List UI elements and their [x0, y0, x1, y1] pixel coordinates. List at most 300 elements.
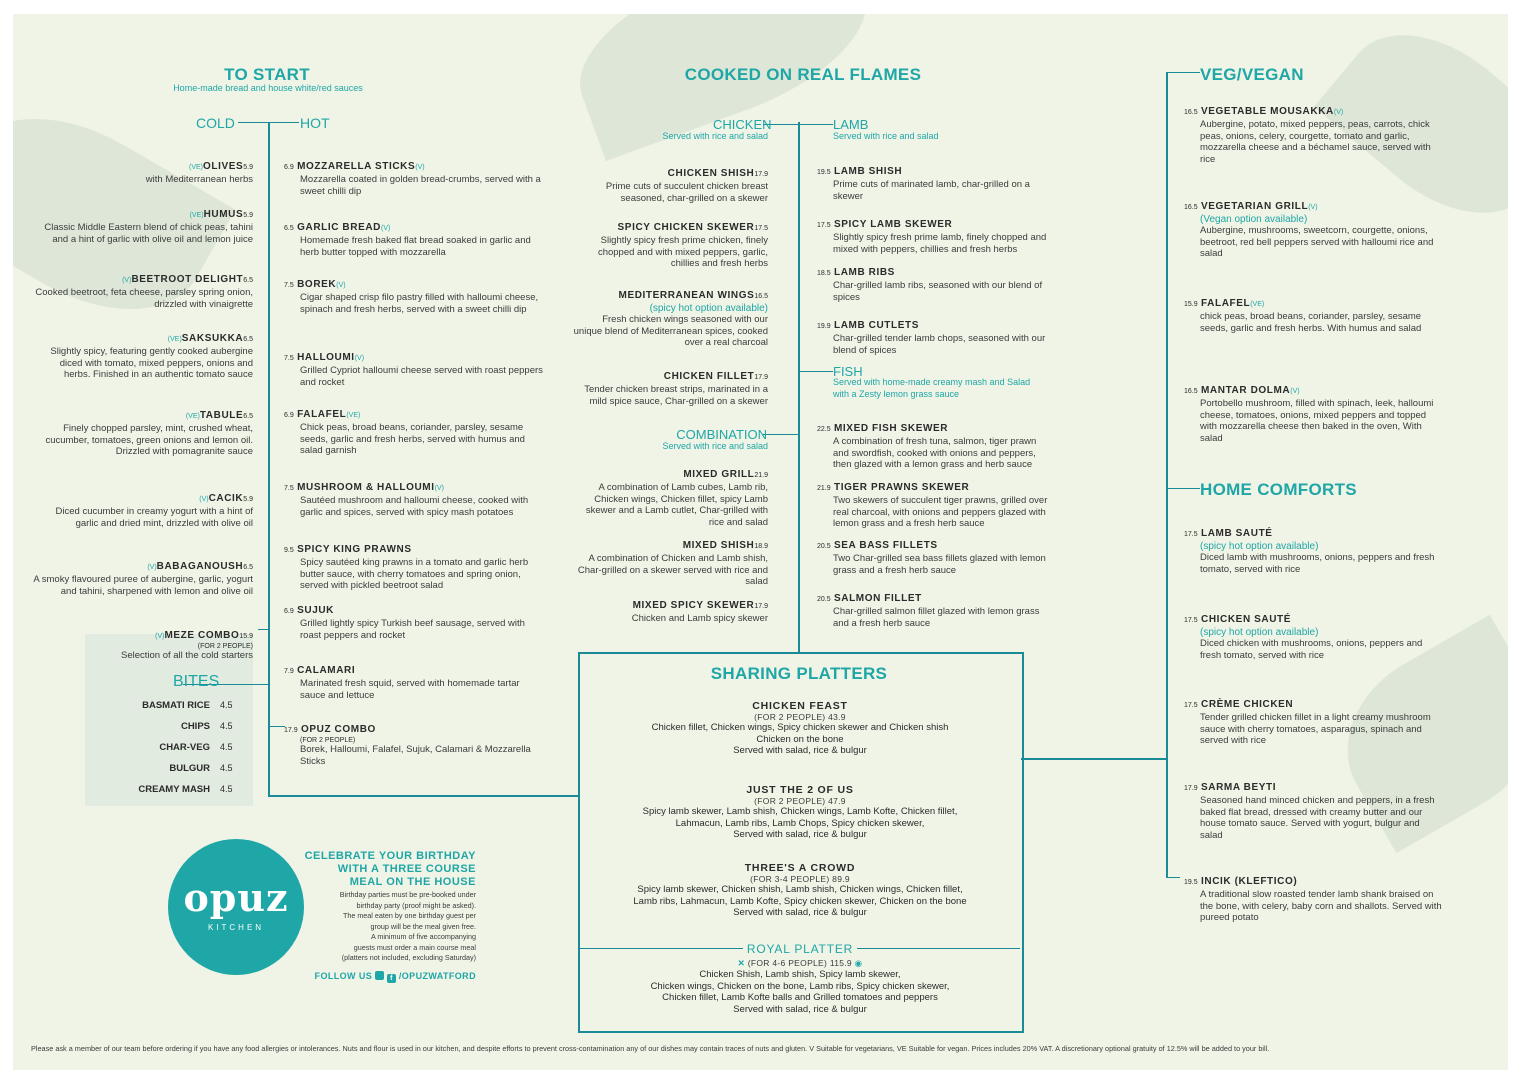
menu-item-desc: A smoky flavoured puree of aubergine, garlic, yogurt and tahini, sharpened with lemon and olive oil [33, 574, 253, 597]
menu-item-price: 6.5 [243, 336, 253, 343]
menu-item-desc: Spicy sautéed king prawns in a tomato and garlic herb butter sauce, with cherry tomatoes and spring onion, served with pickled beetroot salad [300, 557, 529, 591]
birthday-terms-line: guests must order a main course meal [353, 942, 476, 952]
cold-label: COLD [196, 115, 235, 131]
menu-item-header [33, 405, 253, 423]
platter-price: (FOR 2 PEOPLE) 47.9 [754, 796, 846, 806]
menu-item-price: 6.5 [243, 413, 253, 420]
diet-tag: (VE) [1250, 301, 1265, 308]
connector-line [763, 434, 799, 435]
menu-item-header [33, 328, 253, 346]
menu-item-price: 6.9 [284, 164, 294, 171]
menu-item-header [817, 588, 1048, 606]
menu-item-header [33, 488, 253, 506]
menu-item-name: MOZZARELLA STICKS [293, 161, 416, 172]
menu-item-header [33, 156, 253, 174]
menu-item [284, 539, 545, 592]
bites-item-price: 4.5 [220, 721, 233, 731]
bites-item-name: BULGUR [169, 763, 210, 774]
connector-line [1166, 877, 1180, 878]
menu-item-header [1184, 609, 1445, 627]
diet-tag: (VE) [346, 412, 361, 419]
facebook-icon[interactable]: f [387, 974, 396, 983]
fish-subtitle: Served with home-made creamy mash and Salad with a Zesty lemon grass sauce [833, 377, 1031, 399]
menu-item-price: 6.9 [284, 412, 294, 419]
menu-item [33, 269, 253, 310]
menu-item-desc: Two Char-grilled sea bass fillets glazed with lemon grass and a fresh herb sauce [833, 553, 1046, 576]
platter-desc-line: Chicken Shish, Lamb shish, Spicy lamb skewer, [699, 969, 901, 980]
menu-item-name: SPICY CHICKEN SKEWER [617, 222, 755, 233]
platter-desc-line: Spicy lamb skewer, Chicken shish, Lamb shish, Chicken wings, Chicken fillet, [637, 884, 963, 895]
menu-item [284, 156, 545, 197]
menu-item [33, 405, 253, 458]
menu-item-name: MIXED FISH SKEWER [830, 423, 949, 434]
platter-desc-line: Chicken on the bone [756, 733, 844, 745]
menu-item [573, 535, 768, 588]
menu-item [284, 347, 545, 388]
menu-item-name: MIXED GRILL [683, 469, 755, 480]
menu-item [284, 719, 545, 767]
menu-item-name: SALMON FILLET [830, 593, 922, 604]
birthday-terms-line: (platters not included, excluding Saturday) [341, 953, 476, 962]
menu-item-header [817, 535, 1048, 553]
menu-item-name: MIXED SPICY SKEWER [632, 600, 755, 611]
menu-item-desc: A combination of fresh tuna, salmon, tiger prawn and swordfish, cooked with onions and peppers, then glazed with a lemon grass and herb sauce [833, 436, 1037, 470]
menu-item-header [284, 477, 545, 495]
menu-item-desc: Char-grilled salmon fillet glazed with lemon grass and a fresh herb sauce [833, 606, 1040, 629]
diet-tag: (V) [415, 164, 425, 171]
menu-item-name: CALAMARI [293, 665, 356, 676]
menu-item-header [573, 464, 768, 482]
bites-item-name: CHIPS [180, 721, 210, 732]
menu-item-sub: (FOR 2 PEOPLE) [300, 737, 356, 744]
menu-item-desc: Diced cucumber in creamy yogurt with a hint of garlic and dried mint, drizzled with olive oil [55, 506, 253, 529]
menu-item-header [284, 217, 545, 235]
menu-item-name: BABAGANOUSH [156, 561, 244, 572]
menu-item-desc: Chicken and Lamb spicy skewer [631, 613, 768, 624]
menu-item-price: 18.9 [754, 543, 768, 550]
menu-item-desc: Aubergine, potato, mixed peppers, peas, carrots, chick peas, onions, celery, courgette, tomato and garlic, mozzarella cheese and a béchamel sauce, served with rice [1200, 119, 1431, 165]
menu-item [284, 274, 545, 315]
menu-item [1184, 196, 1445, 260]
menu-item-header [284, 600, 545, 618]
menu-item-price: 16.5 [1184, 388, 1198, 395]
platter-price: (FOR 2 PEOPLE) 43.9 [754, 712, 846, 722]
connector-line [268, 122, 270, 796]
menu-item-price: 17.9 [754, 374, 768, 381]
menu-item [817, 477, 1048, 530]
menu-item-desc: Seasoned hand minced chicken and peppers, in a fresh baked flat bread, dressed with creamy butter and our house tomato sauce. Served with yogurt, bulgur and salad [1200, 795, 1435, 841]
menu-item [284, 404, 545, 457]
platter-price: (FOR 3-4 PEOPLE) 89.9 [750, 874, 850, 884]
platter-name: CHICKEN FEAST [752, 700, 848, 712]
royal-platter-price [580, 958, 1020, 969]
menu-item-name: LAMB SHISH [830, 166, 903, 177]
menu-item-name: MIXED SHISH [682, 540, 755, 551]
menu-item-name: SAKSUKKA [181, 333, 244, 344]
menu-item-name: SARMA BEYTI [1197, 782, 1277, 793]
menu-item-price: 16.5 [1184, 204, 1198, 211]
fish-label: FISH [833, 364, 863, 379]
combination-label: COMBINATION [676, 427, 767, 442]
flames-title: COOKED ON REAL FLAMES [684, 65, 922, 84]
connector-line [1166, 488, 1200, 489]
diet-tag: (VE) [185, 413, 200, 420]
chicken-label: CHICKEN [713, 117, 772, 132]
menu-item-header [573, 595, 768, 613]
diet-tag: (V) [434, 485, 444, 492]
follow-label: FOLLOW US [314, 971, 373, 981]
menu-item-desc: Cigar shaped crisp filo pastry filled with halloumi cheese, spinach and fresh herbs, served with a sweet chilli dip [300, 292, 539, 315]
menu-item-price: 20.5 [817, 543, 831, 550]
menu-item-name: VEGETABLE MOUSAKKA [1197, 106, 1334, 117]
veg-title: VEG/VEGAN [1200, 65, 1304, 84]
connector-line [763, 124, 833, 125]
crossed-swords-icon: ✕ [737, 958, 746, 968]
diet-tag: (V) [354, 355, 365, 362]
menu-item [817, 262, 1048, 303]
menu-item-price: 22.5 [817, 426, 831, 433]
platter-desc-line: Served with salad, rice & bulgur [733, 745, 867, 756]
menu-item [1184, 694, 1445, 747]
menu-item-price: 16.5 [754, 293, 768, 300]
menu-item-price: 17.9 [284, 727, 298, 734]
menu-item-price: 20.5 [817, 596, 831, 603]
hot-label: HOT [300, 115, 330, 131]
menu-item-name: TIGER PRAWNS SKEWER [830, 482, 970, 493]
menu-item-header [817, 418, 1048, 436]
platter-desc-line: Chicken fillet, Chicken wings, Spicy chicken skewer and Chicken shish [651, 722, 949, 733]
menu-item-price: 17.5 [1184, 531, 1198, 538]
menu-item-name: OLIVES [202, 161, 244, 172]
platter-desc-line: Served with salad, rice & bulgur [733, 829, 867, 840]
platter-desc-line: Lahmacun, Lamb ribs, Lamb Chops, Spicy chicken skewer, [675, 817, 925, 829]
diet-tag: (V) [1308, 204, 1318, 211]
menu-item-desc: Char-grilled tender lamb chops, seasoned with our blend of spices [833, 333, 1046, 356]
menu-item-name: VEGETARIAN GRILL [1197, 201, 1309, 212]
menu-item [284, 477, 545, 518]
menu-item [573, 285, 768, 349]
instagram-icon[interactable] [375, 971, 384, 980]
sharing-platter [580, 784, 1020, 841]
sharing-platter [580, 862, 1020, 919]
menu-item-note: (spicy hot option available) [1200, 627, 1319, 638]
menu-item-price: 6.5 [243, 277, 253, 284]
menu-item-price: 17.9 [754, 603, 768, 610]
bites-item-name: CHAR-VEG [159, 742, 210, 753]
menu-item-note: (spicy hot option available) [1200, 541, 1319, 552]
menu-item [817, 588, 1048, 629]
menu-item-desc: Homemade fresh baked flat bread soaked in garlic and herb butter topped with mozzarella [300, 235, 531, 258]
follow-us [283, 971, 476, 983]
menu-item [33, 625, 253, 662]
menu-item-price: 17.5 [1184, 702, 1198, 709]
menu-item-header [33, 269, 253, 287]
menu-item [33, 488, 253, 529]
menu-item-header [1184, 101, 1445, 119]
menu-item-name: FALAFEL [293, 409, 347, 420]
menu-item-header [817, 262, 1048, 280]
menu-item-desc: Chick peas, broad beans, coriander, parsley, sesame seeds, garlic and fresh herbs, served with humus and salad garnish [300, 422, 525, 456]
birthday-terms-line: The meal eaten by one birthday guest per [342, 911, 476, 920]
menu-item [817, 161, 1048, 202]
bites-item-name: CREAMY MASH [138, 784, 210, 795]
menu-item-name: BOREK [293, 279, 337, 290]
menu-item-header [817, 315, 1048, 333]
menu-item-price: 19.5 [817, 169, 831, 176]
menu-item-header [1184, 196, 1445, 214]
menu-item [1184, 380, 1445, 444]
menu-item-header [1184, 293, 1445, 311]
menu-item [573, 595, 768, 625]
menu-item-price: 6.5 [243, 564, 253, 571]
menu-item-desc: Prime cuts of marinated lamb, char-grilled on a skewer [833, 179, 1030, 202]
menu-item [284, 660, 545, 701]
menu-item-name: CHICKEN SAUTÉ [1197, 614, 1292, 625]
menu-item [573, 163, 768, 204]
platter-desc-line: Lamb ribs, Lahmacun, Lamb Kofte, Spicy chicken skewer, Chicken on the bone [633, 895, 967, 907]
menu-item-desc: Grilled Cypriot halloumi cheese served with roast peppers and rocket [300, 365, 543, 388]
bites-item-price: 4.5 [220, 700, 233, 710]
menu-item-desc: with Mediterranean herbs [145, 174, 253, 185]
menu-item-name: TABULE [199, 410, 244, 421]
lamb-subtitle: Served with rice and salad [833, 131, 939, 141]
menu-item-price: 17.9 [1184, 785, 1198, 792]
menu-item-price: 17.5 [817, 222, 831, 229]
menu-item-desc: Char-grilled lamb ribs, seasoned with our blend of spices [833, 280, 1043, 303]
birthday-terms-line: group will be the meal given free. [370, 921, 476, 931]
logo-sub: KITCHEN [207, 923, 265, 932]
royal-platter [580, 940, 1020, 1015]
menu-item-name: CRÈME CHICKEN [1197, 699, 1294, 710]
eye-icon: ◉ [854, 958, 863, 968]
menu-item-price: 15.9 [239, 633, 253, 640]
menu-item-desc: A combination of Lamb cubes, Lamb rib, Chicken wings, Chicken fillet, spicy Lamb skewer and a Lamb cutlet, Char-grilled with rice and salad [585, 482, 768, 528]
royal-platter-name: ROYAL PLATTER [743, 942, 857, 956]
menu-item-price: 19.9 [817, 323, 831, 330]
menu-item-desc: chick peas, broad beans, coriander, parsley, sesame seeds, garlic and fresh herbs. With humus and salad [1200, 311, 1422, 334]
diet-tag: (VE) [188, 164, 203, 171]
menu-item-header [1184, 871, 1445, 889]
social-handle[interactable]: /OPUZWATFORD [398, 971, 476, 981]
platter-desc [580, 884, 1020, 919]
menu-item-header [1184, 694, 1445, 712]
menu-item-header [573, 366, 768, 384]
menu-item-header [33, 556, 253, 574]
footer-disclaimer: Please ask a member of our team before ordering if you have any food allergies or intolerances. Nuts and flour is used in our kitchen, and despite efforts to prevent cross-contamination any of our dishes may contain traces of nuts and gluten. V Suitable for vegetarians, VE Suitable for vegan. Prices includes 20% VAT. A discretionary optional gratuity of 12.5% will be added to your bill. [31, 1044, 1270, 1053]
logo-name: opuz [183, 875, 289, 920]
menu-item-price: 7.5 [284, 355, 294, 362]
menu-item-name: MEZE COMBO [164, 630, 240, 641]
menu-item [1184, 871, 1445, 924]
menu-page [13, 14, 1508, 1070]
to-start-title: TO START [224, 65, 310, 84]
connector-line [798, 122, 800, 652]
diet-tag: (V) [122, 277, 132, 284]
bites-item-price: 4.5 [220, 763, 233, 773]
menu-item-price: 21.9 [817, 485, 831, 492]
menu-item [817, 214, 1048, 255]
menu-item-header [284, 660, 545, 678]
platter-desc [580, 722, 1020, 757]
birthday-title [283, 850, 476, 889]
menu-item-price: 9.5 [284, 547, 294, 554]
menu-item-name: OPUZ COMBO [297, 724, 376, 735]
connector-line [258, 629, 269, 630]
sharing-title: SHARING PLATTERS [710, 664, 888, 683]
menu-item-name: LAMB RIBS [830, 267, 895, 278]
menu-item [284, 600, 545, 641]
to-start-subtitle: Home-made bread and house white/red sauces [173, 83, 363, 93]
diet-tag: (VE) [167, 336, 182, 343]
lamb-label: LAMB [833, 117, 869, 132]
menu-item [1184, 101, 1445, 165]
menu-item-name: BEETROOT DELIGHT [131, 274, 244, 285]
menu-item [817, 535, 1048, 576]
menu-item-desc: Sautéed mushroom and halloumi cheese, cooked with garlic and spices, served with spicy mash potatoes [300, 495, 529, 518]
connector-line [799, 371, 833, 372]
platter-desc [580, 806, 1020, 841]
menu-item-desc: Fresh chicken wings seasoned with our unique blend of Mediterranean spices, cooked over a real charcoal [573, 314, 768, 348]
platter-desc-line: Served with salad, rice & bulgur [733, 907, 867, 918]
menu-item [573, 217, 768, 270]
menu-item-header [573, 285, 768, 303]
sharing-platter [580, 700, 1020, 757]
diet-tag: (V) [336, 282, 346, 289]
menu-item-name: CACIK [208, 493, 244, 504]
menu-item-price: 5.9 [243, 212, 253, 219]
diet-tag: (V) [1333, 109, 1344, 116]
birthday-title-line: MEAL ON THE HOUSE [349, 876, 476, 888]
menu-item-desc: Marinated fresh squid, served with homemade tartar sauce and lettuce [300, 678, 520, 701]
menu-item [33, 204, 253, 245]
menu-item-desc: Slightly spicy fresh prime chicken, finely chopped and with mixed peppers, garlic, chillies and fresh herbs [597, 235, 768, 269]
bites-item-price: 4.5 [220, 742, 233, 752]
diet-tag: (VE) [189, 212, 204, 219]
menu-item-header [573, 163, 768, 181]
royal-price-text: (FOR 4-6 PEOPLE) 115.9 [747, 958, 852, 968]
menu-item [817, 315, 1048, 356]
menu-item-desc: Finely chopped parsley, mint, crushed wheat, cucumber, tomatoes, green onions and lemon oil. Drizzled with pomagranite sauce [45, 423, 253, 457]
diet-tag: (V) [147, 564, 157, 571]
birthday-title-line: WITH A THREE COURSE [337, 863, 476, 875]
menu-item-desc: Borek, Halloumi, Falafel, Sujuk, Calamari & Mozzarella Sticks [300, 744, 531, 767]
birthday-title-line: CELEBRATE YOUR BIRTHDAY [304, 850, 476, 862]
menu-item-note: (Vegan option available) [1200, 214, 1308, 225]
menu-item-header [573, 535, 768, 553]
diet-tag: (V) [155, 633, 165, 640]
menu-item-sub: (FOR 2 PEOPLE) [197, 643, 253, 650]
menu-item-header [1184, 380, 1445, 398]
menu-item-header [284, 539, 545, 557]
menu-item-name: INCIK (KLEFTICO) [1197, 876, 1298, 887]
menu-item-header [817, 477, 1048, 495]
menu-item [817, 418, 1048, 471]
menu-item-price: 6.9 [284, 608, 294, 615]
menu-item-name: GARLIC BREAD [293, 222, 381, 233]
combination-subtitle: Served with rice and salad [662, 441, 768, 451]
menu-item-name: SUJUK [293, 605, 335, 616]
menu-item-header [33, 204, 253, 222]
menu-item-name: MEDITERRANEAN WINGS [618, 290, 755, 301]
menu-item-desc: Slightly spicy, featuring gently cooked aubergine diced with tomato, mixed peppers, onions and herbs. Finished in an authentic tomato sauce [50, 346, 253, 380]
platter-name: THREE'S A CROWD [744, 862, 856, 874]
menu-item-header [817, 161, 1048, 179]
menu-item-header [284, 156, 545, 174]
menu-item-desc: A traditional slow roasted tender lamb shank braised on the bone, with celery, baby corn and shallots. Served with pureed potato [1200, 889, 1442, 923]
connector-line [269, 726, 285, 727]
menu-item-desc: Selection of all the cold starters [120, 650, 253, 661]
birthday-terms [283, 890, 476, 964]
menu-item [573, 464, 768, 528]
menu-item-header [33, 625, 253, 643]
menu-item-desc: Grilled lightly spicy Turkish beef sausage, served with roast peppers and rocket [300, 618, 525, 641]
menu-item-header [284, 719, 545, 737]
menu-item [1184, 609, 1445, 661]
menu-item [1184, 293, 1445, 334]
menu-item [33, 156, 253, 186]
menu-item-desc: Prime cuts of succulent chicken breast seasoned, char-grilled on a skewer [605, 181, 768, 204]
menu-item-price: 6.5 [284, 225, 294, 232]
menu-item [1184, 777, 1445, 841]
menu-item-desc: Two skewers of succulent tiger prawns, grilled over real charcoal, with onions and peppers glazed with lemon grass and a fresh herb sauce [833, 495, 1048, 529]
menu-item-name: HUMUS [203, 209, 244, 220]
menu-item-price: 17.9 [754, 171, 768, 178]
menu-item-price: 17.5 [1184, 617, 1198, 624]
menu-item-price: 15.9 [1184, 301, 1198, 308]
menu-item-name: FALAFEL [1197, 298, 1251, 309]
platter-desc-line: Spicy lamb skewer, Lamb shish, Chicken wings, Lamb Kofte, Chicken fillet, [642, 806, 958, 817]
menu-item-header [1184, 777, 1445, 795]
royal-platter-desc [580, 969, 1020, 1015]
menu-item-price: 5.9 [243, 496, 253, 503]
menu-item-price: 7.5 [284, 485, 294, 492]
menu-item-desc: Tender grilled chicken fillet in a light creamy mushroom sauce with cherry tomatoes, asparagus, spinach and served with rice [1200, 712, 1431, 746]
menu-item-name: LAMB SAUTÉ [1197, 528, 1273, 539]
menu-item-name: SPICY LAMB SKEWER [830, 219, 953, 230]
menu-item-name: CHICKEN FILLET [663, 371, 755, 382]
menu-item-desc: Diced chicken with mushrooms, onions, peppers and fresh tomato, served with rice [1200, 638, 1423, 661]
diet-tag: (V) [380, 225, 391, 232]
menu-item-header [817, 214, 1048, 232]
menu-item-name: MUSHROOM & HALLOUMI [293, 482, 435, 493]
menu-item-note: (spicy hot option available) [649, 303, 768, 314]
birthday-terms-line: A minimum of five accompanying [370, 932, 476, 941]
menu-item-name: MANTAR DOLMA [1197, 385, 1291, 396]
menu-item-header [284, 404, 545, 422]
birthday-terms-line: birthday party (proof might be asked). [356, 900, 476, 910]
menu-item-header [1184, 523, 1445, 541]
menu-item-desc: Aubergine, mushrooms, sweetcorn, courgette, onions, beetroot, red bell peppers served with halloumi rice and salad [1200, 225, 1434, 259]
diet-tag: (V) [1290, 388, 1300, 395]
menu-item [284, 217, 545, 258]
menu-item-desc: Mozzarella coated in golden bread-crumbs, served with a sweet chilli dip [300, 174, 541, 197]
platter-desc-line: Chicken wings, Chicken on the bone, Lamb ribs, Spicy chicken skewer, [650, 980, 950, 992]
menu-item-price: 5.9 [243, 164, 253, 171]
menu-item-price: 18.5 [817, 270, 831, 277]
menu-item-name: LAMB CUTLETS [830, 320, 919, 331]
platter-desc-line: Served with salad, rice & bulgur [733, 1003, 867, 1015]
menu-item-price: 7.5 [284, 282, 294, 289]
menu-item [33, 556, 253, 597]
menu-item-name: SEA BASS FILLETS [830, 540, 938, 551]
comforts-title: HOME COMFORTS [1200, 480, 1357, 499]
connector-line [1021, 758, 1167, 760]
menu-item-desc: Cooked beetroot, feta cheese, parsley spring onion, drizzled with vinaigrette [35, 287, 253, 310]
menu-item-price: 21.9 [754, 472, 768, 479]
connector-line [238, 122, 299, 123]
menu-item-header [573, 217, 768, 235]
platter-desc-line: Chicken fillet, Lamb Kofte balls and Grilled tomatoes and peppers [662, 992, 938, 1003]
